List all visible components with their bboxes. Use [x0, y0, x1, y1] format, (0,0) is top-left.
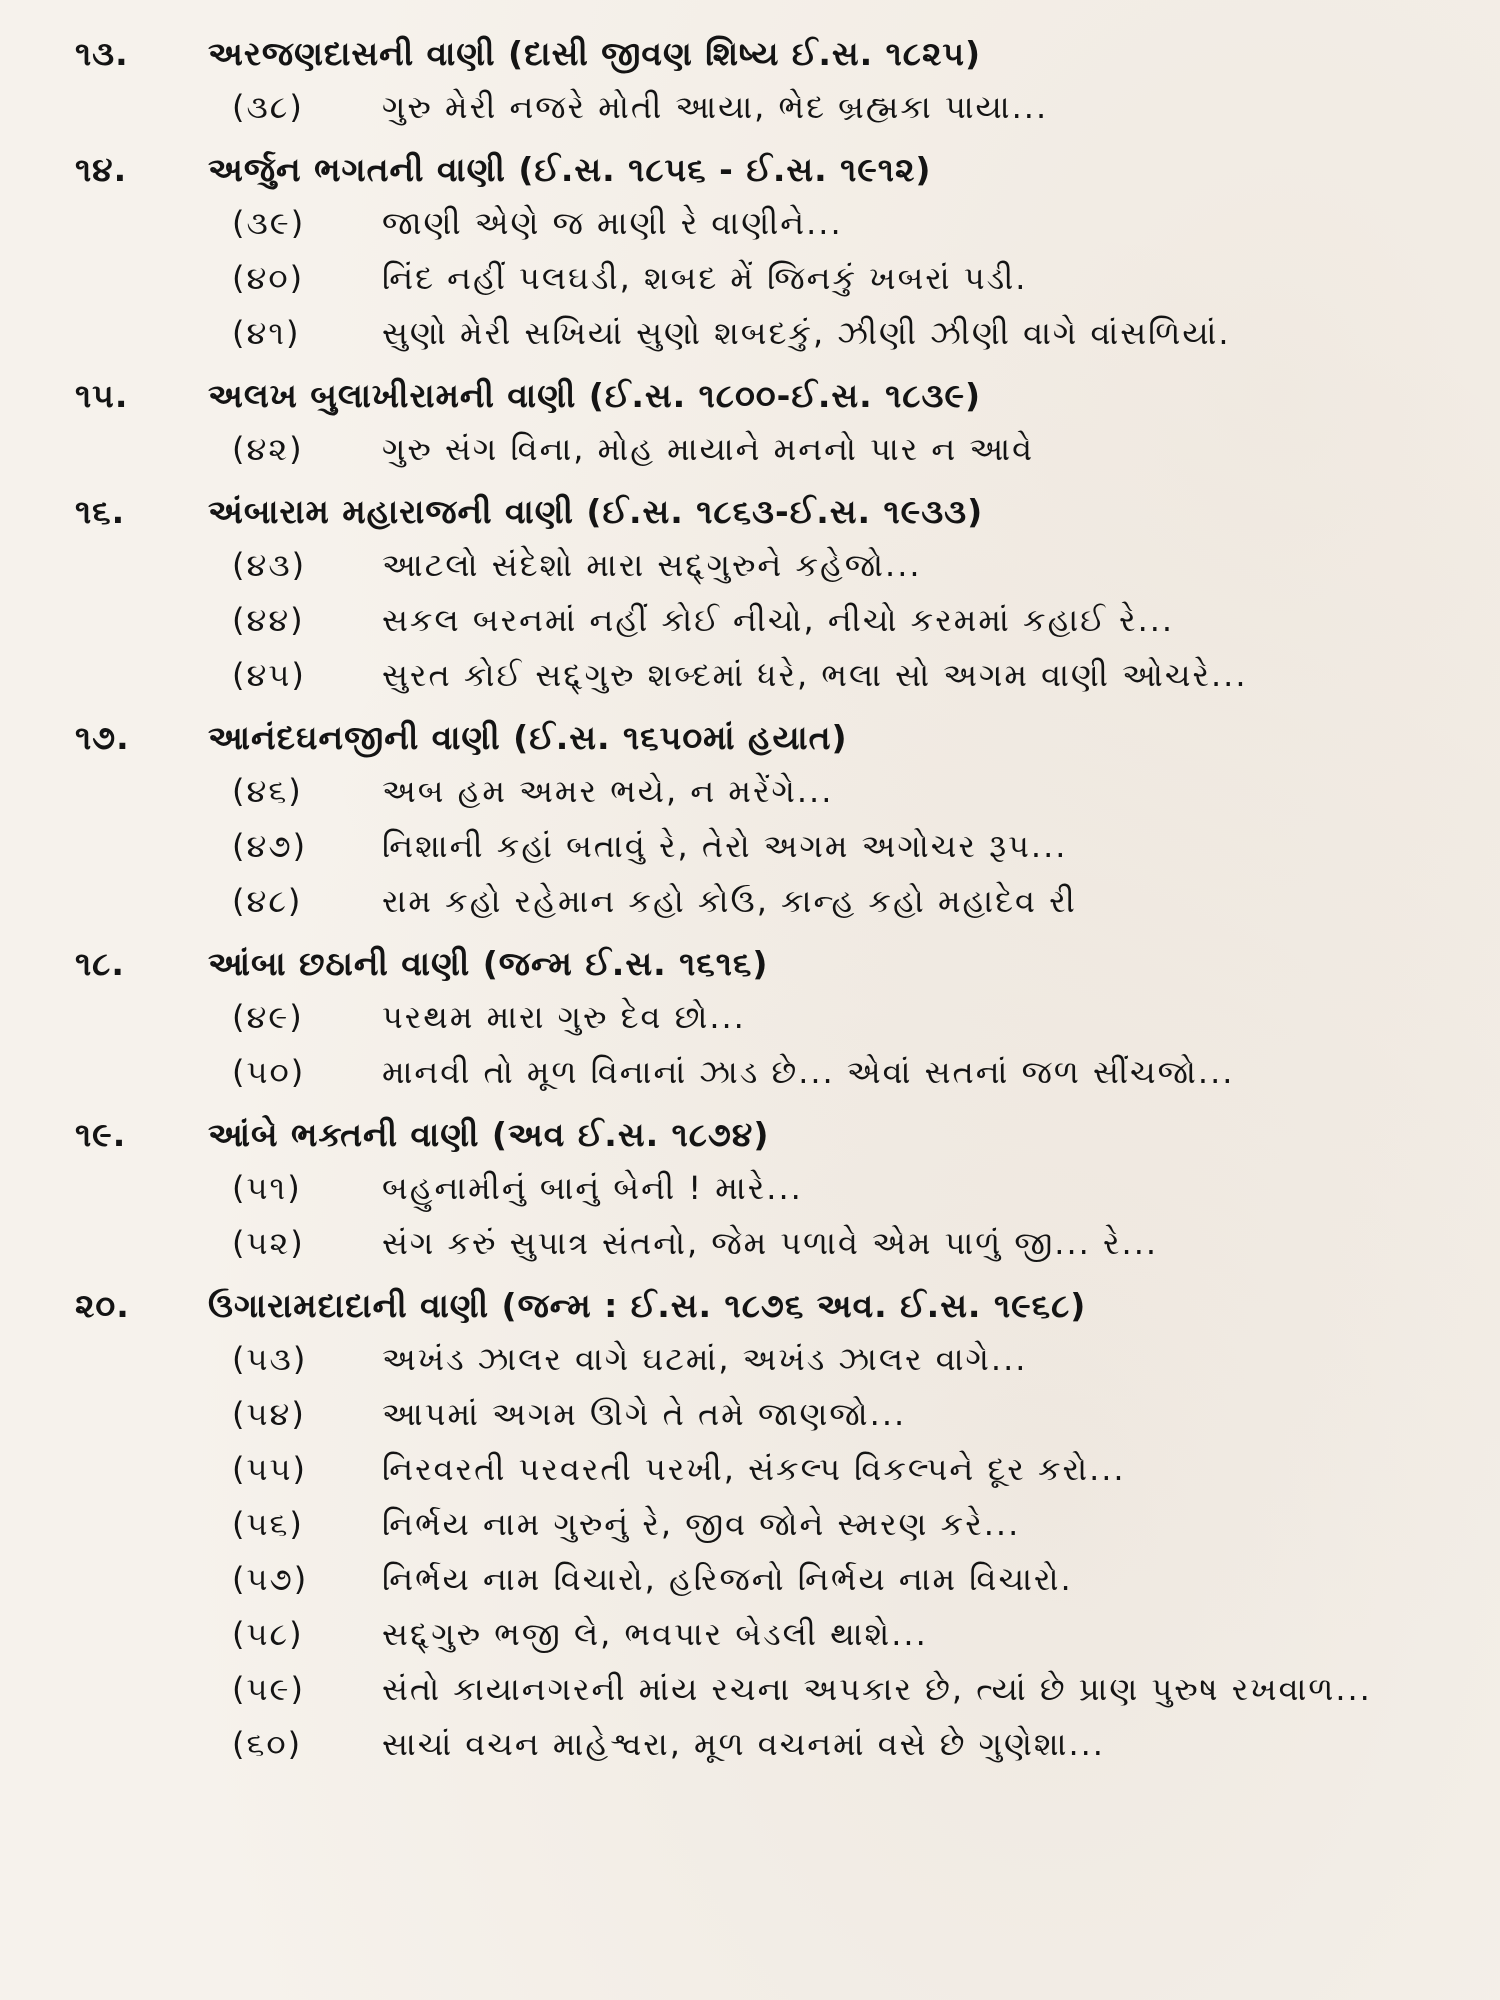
list-item: [75, 1332, 1460, 1387]
item-number: (૫૨): [232, 1224, 305, 1262]
item-text: ગુરુ સંગ વિના, મોહ માયાને મનનો પાર ન આવે: [382, 430, 1035, 468]
item-text: આટલો સંદેશો મારા સદ્દ્ગુરુને કહેજો...: [382, 546, 922, 584]
section-heading: [75, 938, 1460, 990]
section-15: [75, 370, 1460, 477]
item-text: અખંડ ઝાલર વાગે ઘટમાં, અખંડ ઝાલર વાગે...: [382, 1340, 1028, 1378]
item-number: (૫૧): [232, 1169, 302, 1207]
item-text: રામ કહો રહેમાન કહો કોઉ, કાન્હ કહો મહાદેવ રી: [382, 882, 1077, 920]
list-item: [75, 1216, 1460, 1271]
section-title: અંબારામ મહારાજની વાણી (ઈ.સ. ૧૮૬૩-ઈ.સ. ૧૯૩૩): [208, 492, 984, 531]
section-heading: [75, 1280, 1460, 1332]
item-number: (૫૦): [232, 1053, 306, 1091]
section-heading: [75, 370, 1460, 422]
section-heading: [75, 144, 1460, 196]
section-title: અરજણદાસની વાણી (દાસી જીવણ શિષ્ય ઈ.સ. ૧૮૨૫): [208, 34, 982, 73]
section-number: ૧૬.: [75, 492, 126, 531]
item-text: સદ્દ્ગુરુ ભજી લે, ભવપાર બેડલી થાશે...: [382, 1615, 928, 1653]
item-number: (૪૩): [232, 546, 307, 584]
section-number: ૧૭.: [75, 718, 130, 757]
section-title: ઉગારામદાદાની વાણી (જન્મ : ઈ.સ. ૧૮૭૬ અવ. ઈ.સ. ૧૯૬૮): [208, 1286, 1087, 1325]
item-number: (૪૮): [232, 882, 303, 920]
list-item: [75, 538, 1460, 593]
list-item: [75, 196, 1460, 251]
section-title: આંબે ભક્તની વાણી (અવ ઈ.સ. ૧૮૭૪): [208, 1115, 770, 1154]
item-text: સુરત કોઈ સદ્દ્ગુરુ શબ્દમાં ધરે, ભલા સો અગમ વાણી ઓચરે...: [382, 656, 1248, 694]
list-item: [75, 990, 1460, 1045]
section-number: ૧૪.: [75, 150, 128, 189]
list-item: [75, 1552, 1460, 1607]
item-number: (૫૭): [232, 1560, 309, 1598]
section-heading: [75, 486, 1460, 538]
item-number: (૪૪): [232, 601, 305, 639]
item-number: (૫૫): [232, 1450, 308, 1488]
item-text: નિર્ભય નામ ગુરુનું રે, જીવ જોને સ્મરણ કરે...: [382, 1505, 1021, 1543]
item-number: (૪૨): [232, 430, 304, 468]
item-number: (૪૦): [232, 259, 305, 297]
item-number: (૫૩): [232, 1340, 308, 1378]
section-heading: [75, 712, 1460, 764]
list-item: [75, 1045, 1460, 1100]
item-text: સાચાં વચન માહેશ્વરા, મૂળ વચનમાં વસે છે ગુણેશા...: [382, 1725, 1105, 1763]
list-item: [75, 874, 1460, 929]
list-item: [75, 1161, 1460, 1216]
list-item: [75, 422, 1460, 477]
list-item: [75, 1387, 1460, 1442]
section-number: ૧૮.: [75, 944, 125, 983]
section-16: [75, 486, 1460, 703]
section-17: [75, 712, 1460, 929]
item-text: નિરવરતી પરવરતી પરખી, સંકલ્પ વિકલ્પને દૂર કરો...: [382, 1450, 1126, 1488]
item-text: સંતો કાયાનગરની માંય રચના અપકાર છે, ત્યાં છે પ્રાણ પુરુષ રખવાળ...: [382, 1670, 1372, 1708]
item-text: સંગ કરું સુપાત્ર સંતનો, જેમ પળાવે એમ પાળું જી... રે...: [382, 1224, 1159, 1262]
list-item: [75, 1497, 1460, 1552]
section-14: [75, 144, 1460, 361]
item-text: માનવી તો મૂળ વિનાનાં ઝાડ છે... એવાં સતનાં જળ સીંચજો...: [382, 1053, 1235, 1091]
section-heading: [75, 1109, 1460, 1161]
item-text: નિશાની કહાં બતાવું રે, તેરો અગમ અગોચર રૂપ...: [382, 827, 1068, 865]
list-item: [75, 1662, 1460, 1717]
section-number: ૧૯.: [75, 1115, 127, 1154]
item-number: (૪૧): [232, 314, 301, 352]
section-title: આંબા છઠાની વાણી (જન્મ ઈ.સ. ૧૬૧૬): [208, 944, 769, 983]
section-13: [75, 28, 1460, 135]
item-number: (૪૬): [232, 772, 303, 810]
section-18: [75, 938, 1460, 1100]
item-text: જાણી એણે જ માણી રે વાણીને...: [382, 204, 843, 242]
item-number: (૪૯): [232, 998, 304, 1036]
item-text: નિંદ નહીં પલઘડી, શબદ મેં જિનકું ખબરાં પડી.: [382, 259, 1028, 297]
item-number: (૪૫): [232, 656, 306, 694]
item-text: અબ હમ અમર ભયે, ન મરેંગે...: [382, 772, 834, 810]
item-number: (૫૮): [232, 1615, 304, 1653]
section-19: [75, 1109, 1460, 1271]
list-item: [75, 819, 1460, 874]
item-number: (૫૪): [232, 1395, 306, 1433]
item-number: (૫૬): [232, 1505, 304, 1543]
list-item: [75, 306, 1460, 361]
list-item: [75, 80, 1460, 135]
item-text: બહુનામીનું બાનું બેની ! મારે...: [382, 1169, 803, 1207]
section-20: [75, 1280, 1460, 1772]
item-text: સકલ બરનમાં નહીં કોઈ નીચો, નીચો કરમમાં કહાઈ રે...: [382, 601, 1175, 639]
list-item: [75, 1442, 1460, 1497]
item-text: સુણો મેરી સખિયાં સુણો શબદકું, ઝીણી ઝીણી વાગે વાંસળિયાં.: [382, 314, 1231, 352]
list-item: [75, 593, 1460, 648]
item-number: (૪૭): [232, 827, 308, 865]
list-item: [75, 764, 1460, 819]
section-title: અર્જુન ભગતની વાણી (ઈ.સ. ૧૮૫૬ - ઈ.સ. ૧૯૧૨): [208, 150, 932, 189]
item-text: પરથમ મારા ગુરુ દેવ છો...: [382, 998, 746, 1036]
section-title: આનંદઘનજીની વાણી (ઈ.સ. ૧૬૫૦માં હયાત): [208, 718, 848, 757]
section-number: ૨૦.: [75, 1286, 130, 1325]
section-number: ૧૫.: [75, 376, 129, 415]
item-number: (૬૦): [232, 1725, 303, 1763]
item-number: (૩૮): [232, 88, 304, 126]
section-title: અલખ બુલાખીરામની વાણી (ઈ.સ. ૧૮૦૦-ઈ.સ. ૧૮૩૯): [208, 376, 982, 415]
item-text: ગુરુ મેરી નજરે મોતી આયા, ભેદ બ્રહ્મકા પાયા...: [382, 88, 1049, 126]
item-text: નિર્ભય નામ વિચારો, હરિજનો નિર્ભય નામ વિચારો.: [382, 1560, 1073, 1598]
item-number: (૩૯): [232, 204, 306, 242]
list-item: [75, 1607, 1460, 1662]
list-item: [75, 648, 1460, 703]
item-number: (૫૯): [232, 1670, 305, 1708]
item-text: આપમાં અગમ ઊગે તે તમે જાણજો...: [382, 1395, 907, 1433]
list-item: [75, 1717, 1460, 1772]
section-heading: [75, 28, 1460, 80]
section-number: ૧૩.: [75, 34, 129, 73]
list-item: [75, 251, 1460, 306]
